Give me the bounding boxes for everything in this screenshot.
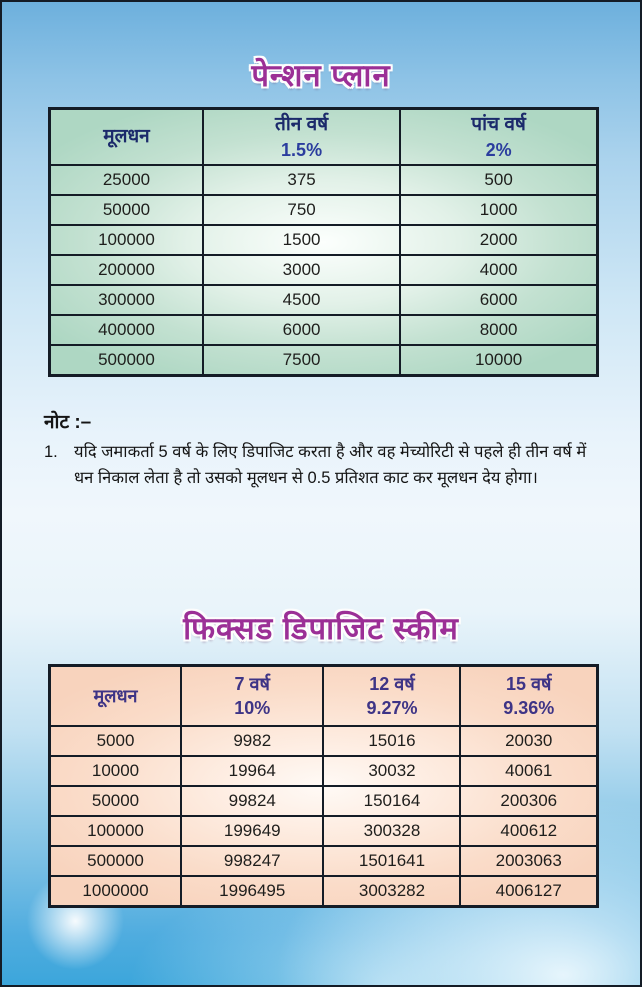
table-row bbox=[50, 255, 598, 285]
table-cell: 6000 bbox=[203, 315, 400, 345]
table-cell: 10000 bbox=[50, 756, 182, 786]
table-row bbox=[50, 876, 598, 907]
fixed-deposit-table bbox=[48, 664, 599, 908]
table-cell: 4500 bbox=[203, 285, 400, 315]
table-cell: 9982 bbox=[181, 726, 323, 756]
table-cell: 100000 bbox=[50, 816, 182, 846]
table-cell: 750 bbox=[203, 195, 400, 225]
fd-header-15-years-rate: 9.36% bbox=[503, 698, 555, 718]
table-cell: 200306 bbox=[460, 786, 597, 816]
table-cell: 99824 bbox=[181, 786, 323, 816]
fd-header-15-years-label: 15 वर्ष bbox=[506, 673, 552, 694]
table-cell: 100000 bbox=[50, 225, 203, 255]
fixed-deposit-title: फिक्सड डिपाजिट स्कीम bbox=[183, 611, 459, 646]
table-row bbox=[50, 756, 598, 786]
table-cell: 1500 bbox=[203, 225, 400, 255]
table-cell: 3000 bbox=[203, 255, 400, 285]
table-cell: 50000 bbox=[50, 786, 182, 816]
table-cell: 400000 bbox=[50, 315, 203, 345]
table-cell: 2003063 bbox=[460, 846, 597, 876]
fd-header-principal bbox=[50, 666, 182, 727]
pension-header-five-years-label: पांच वर्ष bbox=[471, 114, 526, 136]
fd-header-12-years-label: 12 वर्ष bbox=[369, 673, 415, 694]
table-cell: 8000 bbox=[400, 315, 597, 345]
fd-header-7-years-rate: 10% bbox=[234, 698, 271, 718]
pension-header-three-years-label: तीन वर्ष bbox=[275, 114, 329, 136]
pension-header-five-years-rate: 2% bbox=[485, 139, 512, 160]
pension-header-five-years bbox=[400, 109, 597, 166]
fd-header-7-years-label: 7 वर्ष bbox=[234, 673, 270, 694]
note-item-number: 1. bbox=[44, 443, 58, 461]
table-cell: 200000 bbox=[50, 255, 203, 285]
table-cell: 7500 bbox=[203, 345, 400, 376]
table-row bbox=[50, 285, 598, 315]
table-cell: 19964 bbox=[181, 756, 323, 786]
table-cell: 998247 bbox=[181, 846, 323, 876]
table-cell: 50000 bbox=[50, 195, 203, 225]
table-cell: 2000 bbox=[400, 225, 597, 255]
table-cell: 375 bbox=[203, 165, 400, 195]
note-item bbox=[44, 440, 610, 491]
table-cell: 1996495 bbox=[181, 876, 323, 907]
note-section bbox=[44, 408, 610, 491]
pension-plan-title: पेन्शन प्लान bbox=[251, 58, 391, 93]
table-cell: 1000000 bbox=[50, 876, 182, 907]
table-cell: 4000 bbox=[400, 255, 597, 285]
table-cell: 4006127 bbox=[460, 876, 597, 907]
table-cell: 500 bbox=[400, 165, 597, 195]
pension-table-header-row bbox=[50, 109, 598, 166]
table-cell: 199649 bbox=[181, 816, 323, 846]
pension-header-principal-label: मूलधन bbox=[103, 126, 150, 148]
pension-plan-table bbox=[48, 107, 599, 377]
table-cell: 500000 bbox=[50, 846, 182, 876]
table-cell: 20030 bbox=[460, 726, 597, 756]
pension-header-principal bbox=[50, 109, 203, 166]
table-row bbox=[50, 195, 598, 225]
table-cell: 10000 bbox=[400, 345, 597, 376]
fd-header-15-years bbox=[460, 666, 597, 727]
note-item-text: यदि जमाकर्ता 5 वर्ष के लिए डिपाजिट करता है और वह मेच्योरिटी से पहले ही तीन वर्ष में धन निकाल लेता है तो उसको मूलधन से 0.5 प्रतिशत काट कर मूलधन देय होगा। bbox=[74, 443, 587, 487]
table-cell: 40061 bbox=[460, 756, 597, 786]
table-cell: 30032 bbox=[323, 756, 460, 786]
table-row bbox=[50, 846, 598, 876]
table-cell: 1000 bbox=[400, 195, 597, 225]
fd-header-principal-label: मूलधन bbox=[93, 685, 138, 706]
table-row bbox=[50, 225, 598, 255]
table-cell: 3003282 bbox=[323, 876, 460, 907]
table-row bbox=[50, 816, 598, 846]
table-cell: 25000 bbox=[50, 165, 203, 195]
table-row bbox=[50, 345, 598, 376]
table-cell: 400612 bbox=[460, 816, 597, 846]
table-cell: 6000 bbox=[400, 285, 597, 315]
fd-table-header-row bbox=[50, 666, 598, 727]
table-cell: 300328 bbox=[323, 816, 460, 846]
table-cell: 150164 bbox=[323, 786, 460, 816]
table-cell: 300000 bbox=[50, 285, 203, 315]
table-cell: 5000 bbox=[50, 726, 182, 756]
pension-header-three-years-rate: 1.5% bbox=[281, 139, 323, 160]
table-row bbox=[50, 726, 598, 756]
table-cell: 500000 bbox=[50, 345, 203, 376]
note-heading: नोट :– bbox=[44, 412, 92, 433]
table-row bbox=[50, 165, 598, 195]
fd-header-12-years bbox=[323, 666, 460, 727]
fd-header-12-years-rate: 9.27% bbox=[366, 698, 418, 718]
table-cell: 15016 bbox=[323, 726, 460, 756]
table-row bbox=[50, 315, 598, 345]
table-cell: 1501641 bbox=[323, 846, 460, 876]
pension-header-three-years bbox=[203, 109, 400, 166]
table-row bbox=[50, 786, 598, 816]
fd-header-7-years bbox=[181, 666, 323, 727]
